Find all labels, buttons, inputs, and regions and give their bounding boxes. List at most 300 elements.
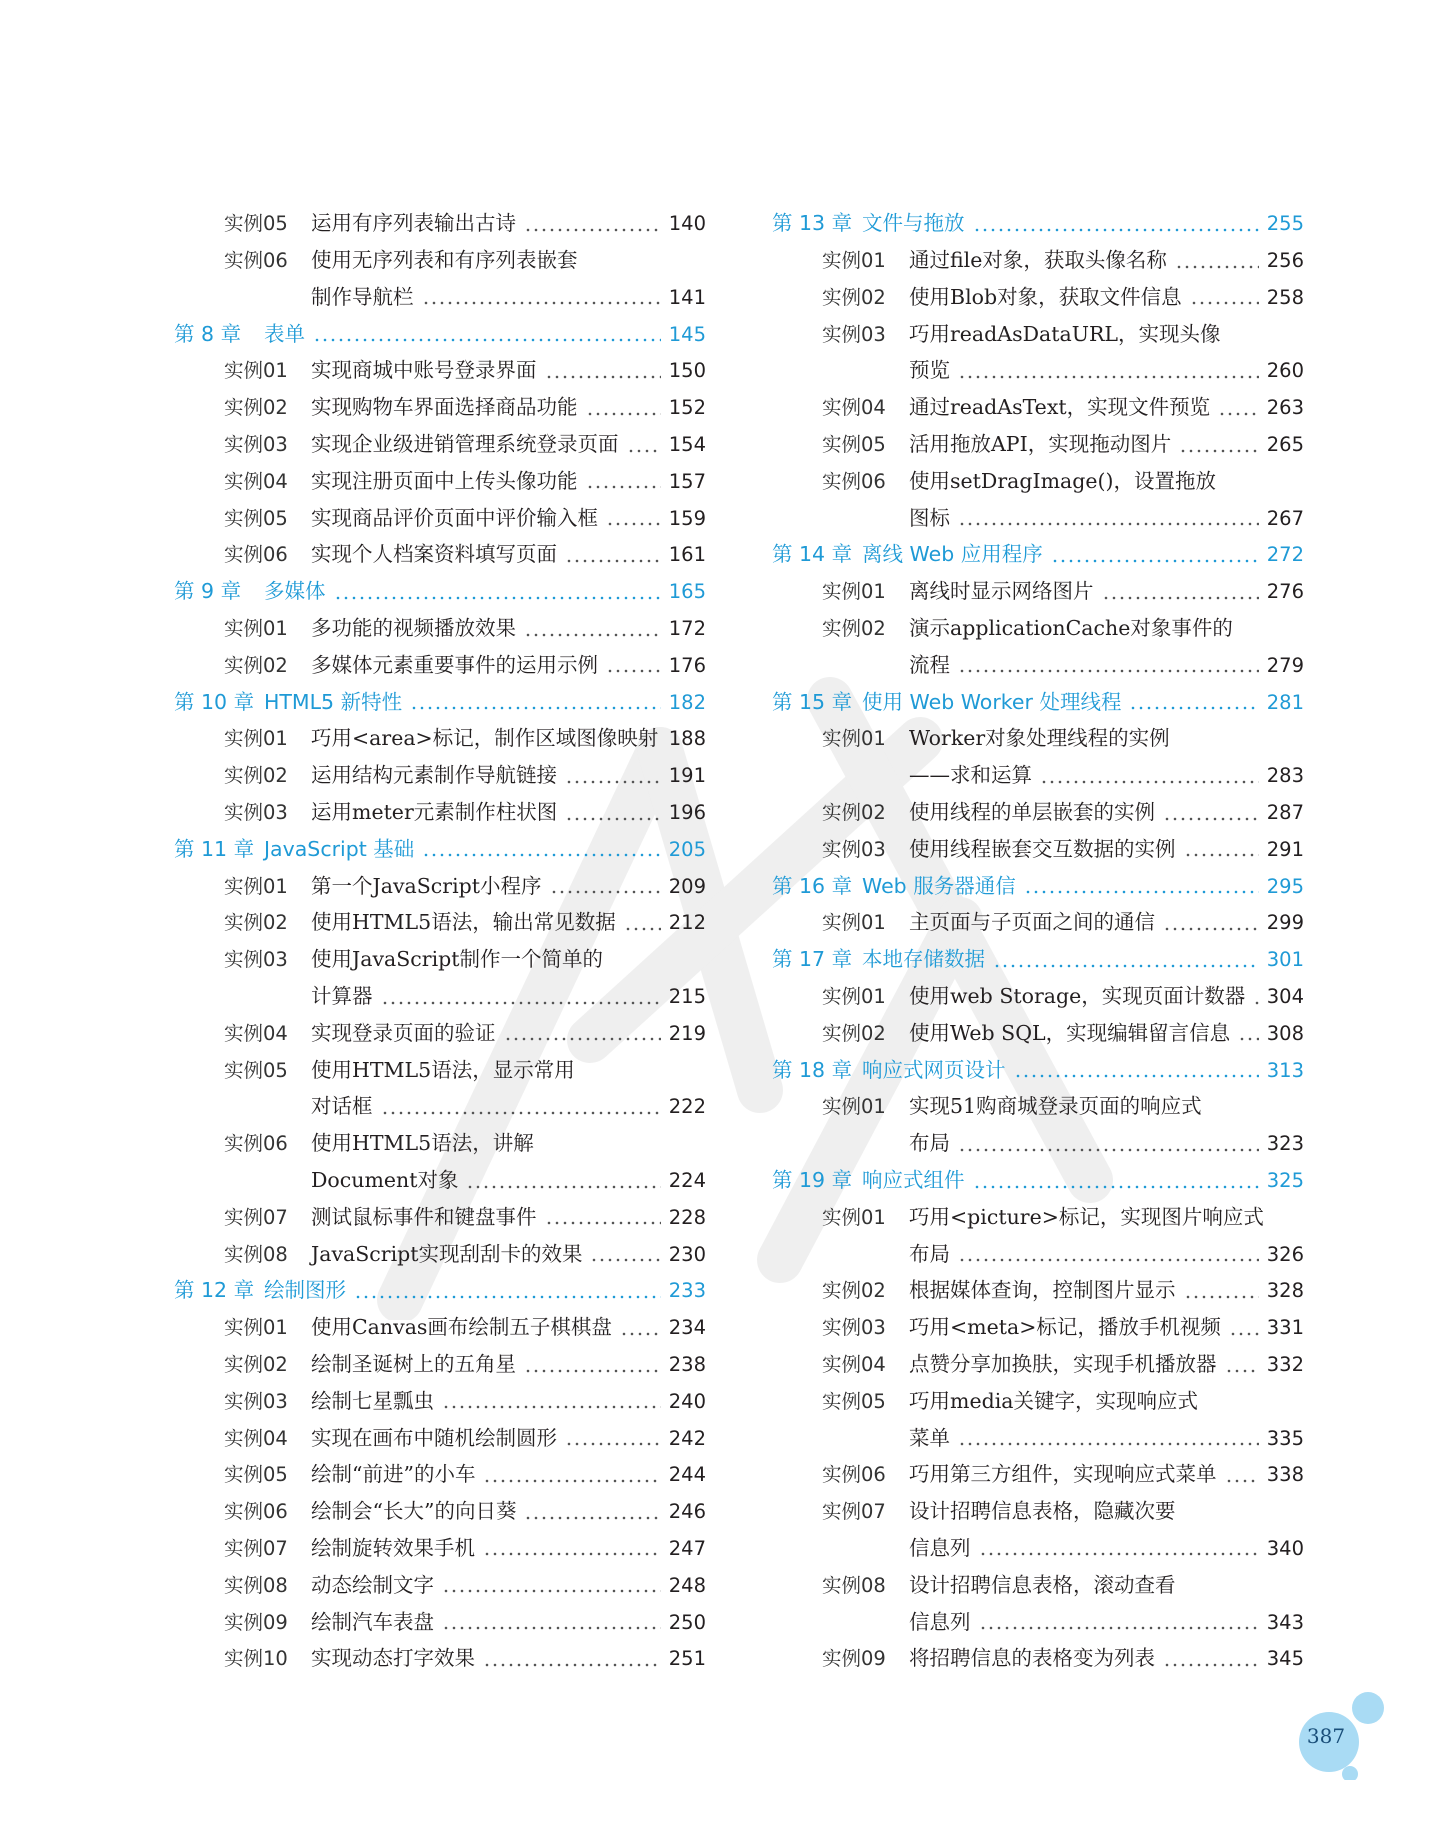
chapter-title: 多媒体: [264, 579, 326, 604]
dot-leader: [524, 633, 661, 637]
page-ref: 219: [668, 1021, 706, 1045]
toc-entry-row: [772, 1563, 1304, 1600]
example-label: 实例07: [224, 1536, 288, 1560]
page-ref: 215: [668, 985, 706, 1009]
toc-entry-row: [174, 423, 706, 460]
example-label: 实例01: [822, 911, 886, 935]
chapter-label: 第 9 章: [174, 579, 242, 604]
example-title: JavaScript实现刮刮卡的效果: [311, 1241, 583, 1266]
example-label: 实例04: [224, 469, 288, 493]
example-title: 使用无序列表和有序列表嵌套: [311, 248, 578, 273]
example-title: 通过file对象，获取头像名称: [909, 248, 1167, 273]
example-label: 实例02: [822, 617, 886, 641]
page-ref: 325: [1266, 1169, 1304, 1193]
example-title: 使用web Storage，实现页面计数器: [909, 984, 1246, 1009]
toc-entry-row: [174, 864, 706, 901]
toc-entry-row: [772, 1343, 1304, 1380]
toc-entry-row: [174, 349, 706, 386]
example-title: 巧用readAsDataURL，实现头像: [909, 321, 1221, 346]
example-title-continued: Document对象: [311, 1168, 459, 1193]
toc-entry-row: [772, 1196, 1304, 1233]
dot-leader: [1253, 1001, 1259, 1005]
example-label: 实例01: [224, 359, 288, 383]
dot-leader: [958, 375, 1259, 379]
example-title: 演示applicationCache对象事件的: [909, 616, 1233, 641]
page-ref: 228: [668, 1205, 706, 1229]
example-title: 使用线程嵌套交互数据的实例: [909, 836, 1176, 861]
page-ref: 295: [1266, 874, 1304, 898]
chapter-title: HTML5 新特性: [264, 689, 403, 714]
chapter-title: 离线 Web 应用程序: [862, 542, 1043, 567]
dot-leader: [565, 559, 661, 563]
example-title: 测试鼠标事件和键盘事件: [311, 1204, 537, 1229]
toc-entry-row: [174, 239, 706, 276]
dot-leader: [979, 1552, 1259, 1556]
page-ref: 196: [668, 801, 706, 825]
dot-leader: [958, 669, 1259, 673]
toc-chapter-row: [772, 864, 1304, 901]
dot-leader: [1218, 412, 1259, 416]
example-title: 实现登录页面的验证: [311, 1020, 496, 1045]
page-number: 387: [1306, 1724, 1346, 1748]
dot-leader: [381, 1001, 661, 1005]
page-ref: 335: [1266, 1426, 1304, 1450]
toc-entry-row: [174, 644, 706, 681]
dot-leader: [973, 228, 1259, 232]
dot-leader: [1229, 1332, 1259, 1336]
page-ref: 150: [668, 359, 706, 383]
toc-entry-row: [174, 901, 706, 938]
toc-chapter-row: [174, 828, 706, 865]
page-ref: 157: [668, 469, 706, 493]
example-title: 通过readAsText，实现文件预览: [909, 395, 1211, 420]
example-label: 实例01: [822, 249, 886, 273]
page-ref: 248: [668, 1573, 706, 1597]
example-label: 实例01: [224, 617, 288, 641]
page-ref: 281: [1266, 690, 1304, 714]
dot-leader: [483, 1479, 661, 1483]
example-title: 绘制“前进”的小车: [311, 1462, 476, 1487]
example-title: 绘制会“长大”的向日葵: [311, 1499, 517, 1524]
dot-leader: [381, 1111, 661, 1115]
page-ref: 313: [1266, 1058, 1304, 1082]
chapter-label: 第 16 章: [772, 873, 853, 898]
example-title-continued: 信息列: [909, 1535, 971, 1560]
dot-leader: [334, 596, 661, 600]
page-ref: 159: [668, 506, 706, 530]
chapter-title: 使用 Web Worker 处理线程: [862, 689, 1122, 714]
example-title: 运用有序列表输出古诗: [311, 211, 516, 236]
dot-leader: [1102, 596, 1259, 600]
page-ref: 152: [668, 396, 706, 420]
page-ref: 234: [668, 1316, 706, 1340]
toc-entry-row: [772, 1527, 1304, 1564]
example-title: 绘制旋转效果手机: [311, 1535, 475, 1560]
page-ref: 141: [668, 285, 706, 309]
example-label: 实例09: [822, 1647, 886, 1671]
page-ref: 161: [668, 543, 706, 567]
example-label: 实例02: [822, 801, 886, 825]
toc-entry-row: [174, 1380, 706, 1417]
toc-entry-row: [772, 239, 1304, 276]
dot-leader: [550, 890, 661, 894]
page-ref: 283: [1266, 764, 1304, 788]
toc-chapter-row: [174, 1269, 706, 1306]
example-title: 巧用第三方组件，实现响应式菜单: [909, 1462, 1217, 1487]
chapter-title: 响应式组件: [862, 1168, 965, 1193]
page-ref: 246: [668, 1500, 706, 1524]
example-title: 巧用media关键字，实现响应式: [909, 1388, 1198, 1413]
example-label: 实例01: [822, 985, 886, 1009]
toc-entry-row: [772, 1490, 1304, 1527]
dot-leader: [422, 301, 661, 305]
chapter-title: 表单: [264, 321, 305, 346]
dot-leader: [1040, 780, 1259, 784]
chapter-label: 第 18 章: [772, 1057, 853, 1082]
example-label: 实例01: [224, 1316, 288, 1340]
toc-chapter-row: [772, 680, 1304, 717]
page-ref: 301: [1266, 948, 1304, 972]
example-label: 实例03: [822, 1316, 886, 1340]
example-label: 实例06: [224, 249, 288, 273]
toc-entry-row: [772, 607, 1304, 644]
toc-entry-row: [174, 533, 706, 570]
toc-entry-row: [174, 1122, 706, 1159]
toc-entry-row: [174, 1048, 706, 1085]
toc-entry-row: [772, 496, 1304, 533]
page-ref: 304: [1266, 985, 1304, 1009]
toc-entry-row: [772, 754, 1304, 791]
page-ref: 242: [668, 1426, 706, 1450]
page-ref: 238: [668, 1353, 706, 1376]
chapter-label: 第 12 章: [174, 1278, 255, 1303]
example-label: 实例05: [822, 433, 886, 457]
toc-entry-row: [174, 1563, 706, 1600]
example-label: 实例06: [822, 469, 886, 493]
toc-entry-row: [174, 276, 706, 313]
example-title: 使用Canvas画布绘制五子棋棋盘: [311, 1315, 612, 1340]
toc-entry-row: [174, 791, 706, 828]
page-ref: 188: [668, 727, 706, 751]
toc-chapter-row: [174, 312, 706, 349]
chapter-title: Web 服务器通信: [862, 873, 1016, 898]
toc-entry-row: [772, 791, 1304, 828]
example-label: 实例05: [224, 1058, 288, 1082]
example-label: 实例01: [224, 874, 288, 898]
page-ref: 331: [1266, 1316, 1304, 1340]
toc-entry-row: [772, 1637, 1304, 1674]
dot-leader: [524, 1369, 661, 1373]
dot-leader: [466, 1185, 661, 1189]
page-ref: 165: [668, 580, 706, 604]
page-ref: 265: [1266, 433, 1304, 457]
example-label: 实例06: [822, 1463, 886, 1487]
example-label: 实例02: [224, 653, 288, 677]
example-title: 实现商城中账号登录界面: [311, 358, 537, 383]
toc-entry-row: [174, 1453, 706, 1490]
toc-right-column: [772, 202, 1304, 1674]
dot-leader: [545, 1221, 661, 1225]
example-title: 使用setDragImage()，设置拖放: [909, 468, 1216, 493]
page-ref: 205: [668, 837, 706, 861]
example-label: 实例02: [224, 396, 288, 420]
chapter-label: 第 8 章: [174, 321, 242, 346]
page-ref: 140: [668, 212, 706, 236]
dot-leader: [1238, 1037, 1259, 1041]
example-title: 实现注册页面中上传头像功能: [311, 468, 578, 493]
toc-entry-row: [772, 1416, 1304, 1453]
dot-leader: [1163, 1663, 1259, 1667]
page-ref: 251: [668, 1647, 706, 1671]
dot-leader: [442, 1589, 661, 1593]
toc-entry-row: [174, 202, 706, 239]
example-label: 实例03: [224, 1389, 288, 1413]
example-label: 实例07: [224, 1205, 288, 1229]
example-title: 将招聘信息的表格变为列表: [909, 1646, 1155, 1671]
dot-leader: [586, 485, 661, 489]
dot-leader: [442, 1405, 661, 1409]
toc-entry-row: [174, 1085, 706, 1122]
page-ref: 250: [668, 1610, 706, 1634]
example-title: 使用JavaScript制作一个简单的: [311, 947, 603, 972]
example-label: 实例06: [224, 543, 288, 567]
toc-entry-row: [174, 1527, 706, 1564]
toc-entry-row: [174, 1196, 706, 1233]
dot-leader: [1184, 853, 1259, 857]
dot-leader: [442, 1626, 661, 1630]
example-label: 实例03: [224, 948, 288, 972]
toc-chapter-row: [174, 680, 706, 717]
dot-leader: [958, 1148, 1259, 1152]
dot-leader: [1014, 1074, 1259, 1078]
page-ref: 299: [1266, 911, 1304, 935]
dot-leader: [606, 669, 661, 673]
example-title-continued: 图标: [909, 505, 950, 530]
example-label: 实例01: [224, 727, 288, 751]
dot-leader: [973, 1185, 1259, 1189]
dot-leader: [354, 1295, 661, 1299]
toc-entry-row: [174, 717, 706, 754]
example-label: 实例01: [822, 727, 886, 751]
toc-entry-row: [772, 644, 1304, 681]
chapter-label: 第 13 章: [772, 211, 853, 236]
example-label: 实例02: [224, 911, 288, 935]
dot-leader: [565, 817, 661, 821]
toc-chapter-row: [772, 1048, 1304, 1085]
example-title-continued: 制作导航栏: [311, 284, 414, 309]
toc-entry-row: [772, 1453, 1304, 1490]
example-label: 实例08: [224, 1573, 288, 1597]
chapter-title: JavaScript 基础: [264, 836, 415, 861]
toc-entry-row: [174, 975, 706, 1012]
dot-leader: [1129, 706, 1259, 710]
page-ref: 230: [668, 1242, 706, 1266]
example-label: 实例05: [822, 1389, 886, 1413]
page-ref: 256: [1266, 249, 1304, 273]
example-title: 使用Web SQL，实现编辑留言信息: [909, 1020, 1231, 1045]
example-title: 运用结构元素制作导航链接: [311, 763, 557, 788]
dot-leader: [958, 1258, 1259, 1262]
example-title: 动态绘制文字: [311, 1572, 434, 1597]
dot-leader: [606, 522, 661, 526]
toc-entry-row: [772, 1380, 1304, 1417]
toc-entry-row: [772, 386, 1304, 423]
example-title: 点赞分享加换肤，实现手机播放器: [909, 1352, 1217, 1376]
toc-entry-row: [772, 828, 1304, 865]
page-ref: 263: [1266, 396, 1304, 420]
page-ref: 276: [1266, 580, 1304, 604]
dot-leader: [1024, 890, 1259, 894]
example-title: 绘制汽车表盘: [311, 1609, 434, 1634]
example-title: 使用线程的单层嵌套的实例: [909, 800, 1155, 825]
toc-chapter-row: [772, 1159, 1304, 1196]
example-title: 巧用<meta>标记，播放手机视频: [909, 1315, 1221, 1340]
toc-entry-row: [772, 570, 1304, 607]
page-ref: 267: [1266, 506, 1304, 530]
toc-chapter-row: [174, 570, 706, 607]
page-ref: 328: [1266, 1279, 1304, 1303]
page-ref: 343: [1266, 1610, 1304, 1634]
toc-entry-row: [772, 1600, 1304, 1637]
example-title: 使用HTML5语法，讲解: [311, 1131, 534, 1156]
dot-leader: [1225, 1479, 1259, 1483]
example-title: 使用Blob对象，获取文件信息: [909, 284, 1182, 309]
dot-leader: [1163, 817, 1259, 821]
example-title: 主页面与子页面之间的通信: [909, 910, 1155, 935]
chapter-label: 第 14 章: [772, 542, 853, 567]
toc-entry-row: [174, 1416, 706, 1453]
toc-entry-row: [174, 1490, 706, 1527]
example-label: 实例05: [224, 212, 288, 236]
page-ref: 154: [668, 433, 706, 457]
page-ref: 212: [668, 911, 706, 935]
dot-leader: [620, 1332, 661, 1336]
toc-entry-row: [772, 276, 1304, 313]
toc-entry-row: [772, 1085, 1304, 1122]
page-ref: 287: [1266, 801, 1304, 825]
toc-entry-row: [772, 901, 1304, 938]
example-label: 实例10: [224, 1647, 288, 1671]
toc-entry-row: [174, 754, 706, 791]
dot-leader: [586, 412, 661, 416]
page-ref: 308: [1266, 1021, 1304, 1045]
example-label: 实例03: [224, 433, 288, 457]
example-label: 实例05: [224, 506, 288, 530]
example-label: 实例07: [822, 1500, 886, 1524]
dot-leader: [1184, 1295, 1259, 1299]
page-ref: 340: [1266, 1536, 1304, 1560]
dot-leader: [958, 1442, 1259, 1446]
page-ref: 222: [668, 1095, 706, 1119]
example-label: 实例04: [224, 1426, 288, 1450]
example-label: 实例06: [224, 1132, 288, 1156]
page-ref: 233: [668, 1279, 706, 1303]
dot-leader: [627, 449, 661, 453]
dot-leader: [979, 1626, 1259, 1630]
example-label: 实例03: [822, 322, 886, 346]
dot-leader: [1175, 265, 1259, 269]
example-title-continued: 流程: [909, 652, 950, 677]
chapter-label: 第 15 章: [772, 689, 853, 714]
chapter-label: 第 10 章: [174, 689, 255, 714]
example-label: 实例02: [822, 285, 886, 309]
example-title: 巧用<picture>标记，实现图片响应式: [909, 1204, 1264, 1229]
example-title: 使用HTML5语法，显示常用: [311, 1057, 575, 1082]
toc-entry-row: [174, 607, 706, 644]
example-title: 巧用<area>标记，制作区域图像映射: [311, 726, 659, 751]
toc-entry-row: [174, 496, 706, 533]
example-label: 实例04: [822, 396, 886, 420]
toc-chapter-row: [772, 533, 1304, 570]
dot-leader: [313, 338, 661, 342]
chapter-title: 响应式网页设计: [862, 1057, 1006, 1082]
example-label: 实例08: [224, 1242, 288, 1266]
toc-entry-row: [772, 312, 1304, 349]
example-label: 实例05: [224, 1463, 288, 1487]
toc-entry-row: [772, 1232, 1304, 1269]
example-label: 实例02: [224, 764, 288, 788]
page-ref: 182: [668, 690, 706, 714]
example-title-continued: 对话框: [311, 1094, 373, 1119]
dot-leader: [483, 1552, 661, 1556]
example-label: 实例09: [224, 1610, 288, 1634]
toc-entry-row: [772, 1306, 1304, 1343]
example-label: 实例01: [822, 1095, 886, 1119]
example-title: 实现个人档案资料填写页面: [311, 542, 557, 567]
example-title: 实现商品评价页面中评价输入框: [311, 505, 598, 530]
dot-leader: [624, 927, 661, 931]
example-title: 多功能的视频播放效果: [311, 616, 516, 641]
example-title: 实现企业级进销管理系统登录页面: [311, 432, 619, 457]
dot-leader: [958, 522, 1259, 526]
dot-leader: [565, 780, 661, 784]
example-title: 多媒体元素重要事件的运用示例: [311, 652, 598, 677]
page-ref: 345: [1266, 1647, 1304, 1671]
page-ref: 145: [668, 322, 706, 346]
page-ref: 332: [1266, 1353, 1304, 1376]
toc-entry-row: [772, 975, 1304, 1012]
page-ref: 247: [668, 1536, 706, 1560]
toc-left-column: [174, 202, 706, 1674]
page-ref: 260: [1266, 359, 1304, 383]
dot-leader: [422, 853, 661, 857]
dot-leader: [524, 228, 661, 232]
example-label: 实例04: [822, 1353, 886, 1376]
example-label: 实例02: [822, 1021, 886, 1045]
toc-chapter-row: [772, 938, 1304, 975]
example-label: 实例08: [822, 1573, 886, 1597]
page-ref: 172: [668, 617, 706, 641]
chapter-title: 文件与拖放: [862, 211, 965, 236]
toc-entry-row: [174, 460, 706, 497]
example-title: 绘制七星瓢虫: [311, 1388, 434, 1413]
example-title: 使用HTML5语法，输出常见数据: [311, 910, 616, 935]
example-title-continued: 布局: [909, 1131, 950, 1156]
chapter-title: 本地存储数据: [862, 947, 985, 972]
example-label: 实例01: [822, 1205, 886, 1229]
toc-entry-row: [174, 1306, 706, 1343]
toc-entry-row: [174, 1600, 706, 1637]
toc-entry-row: [174, 938, 706, 975]
example-label: 实例02: [822, 1279, 886, 1303]
example-title: 离线时显示网络图片: [909, 579, 1094, 604]
example-title-continued: 布局: [909, 1241, 950, 1266]
example-title-continued: 信息列: [909, 1609, 971, 1634]
example-title: Worker对象处理线程的实例: [909, 726, 1170, 751]
example-title: 设计招聘信息表格，隐藏次要: [909, 1499, 1176, 1524]
page-ref: 240: [668, 1389, 706, 1413]
toc-entry-row: [174, 1637, 706, 1674]
